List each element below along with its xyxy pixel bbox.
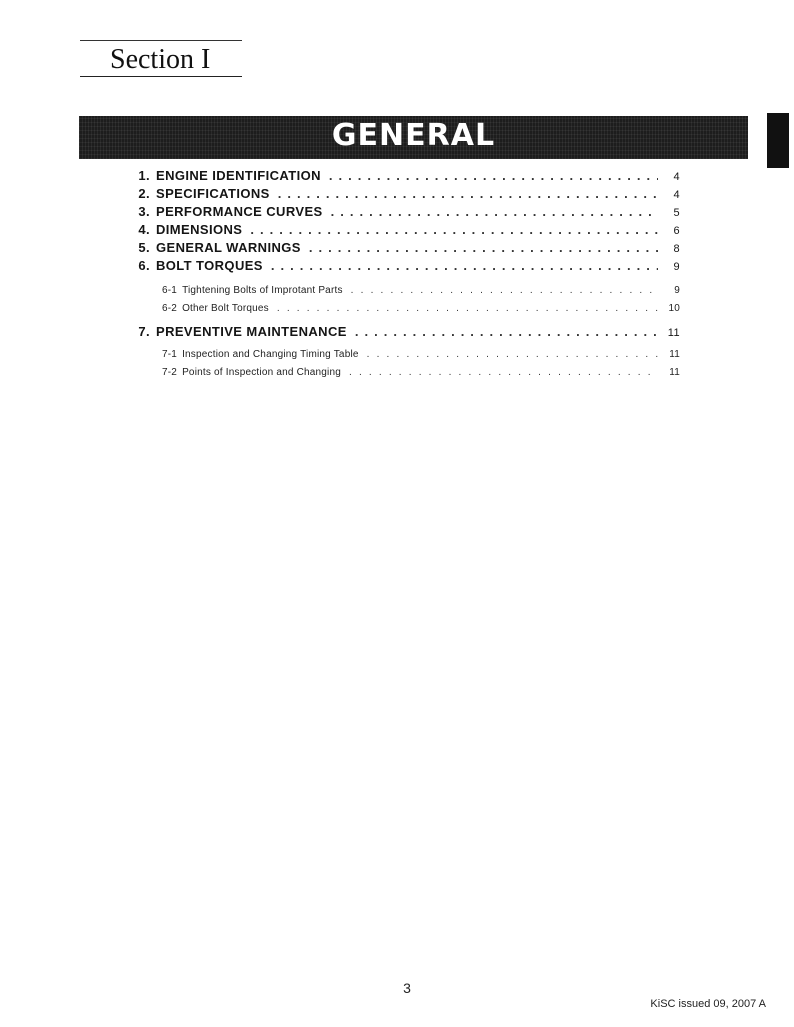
dot-leader	[355, 324, 658, 339]
toc-subentry-number: 7-2	[162, 367, 178, 378]
toc-entry-1[interactable]	[120, 168, 680, 183]
chapter-title: GENERAL	[331, 118, 496, 153]
toc-subentry-number: 7-1	[162, 349, 178, 360]
toc-subentry-number: 6-1	[162, 285, 178, 296]
toc-subentry-title: Other Bolt Torques	[182, 303, 269, 314]
toc-entry-number: 7.	[138, 324, 150, 339]
toc-entry-page: 4	[673, 189, 680, 201]
toc-entry-6[interactable]	[120, 258, 680, 273]
toc-entry-title: SPECIFICATIONS	[156, 186, 270, 201]
toc-subentry-title: Inspection and Changing Timing Table	[182, 349, 359, 360]
issue-note: KiSC issued 09, 2007 A	[650, 998, 766, 1010]
toc-entry-title: PREVENTIVE MAINTENANCE	[156, 324, 347, 339]
toc-entry-page: 11	[667, 327, 680, 339]
toc-entry-title: GENERAL WARNINGS	[156, 240, 301, 255]
toc-entry-number: 1.	[138, 168, 150, 183]
dot-leader	[349, 367, 658, 378]
dot-leader	[367, 349, 658, 360]
toc-entry-5[interactable]	[120, 240, 680, 255]
dot-leader	[271, 258, 658, 273]
dot-leader	[277, 303, 658, 314]
toc-subentry-page: 9	[674, 285, 680, 296]
toc-entry-title: PERFORMANCE CURVES	[156, 204, 323, 219]
toc-entry-page: 4	[673, 171, 680, 183]
toc-subentry-page: 11	[669, 367, 680, 378]
toc-entry-number: 4.	[138, 222, 150, 237]
toc-entry-4[interactable]	[120, 222, 680, 237]
toc-entry-title: ENGINE IDENTIFICATION	[156, 168, 321, 183]
toc-entry-number: 2.	[138, 186, 150, 201]
toc-subentry-title: Tightening Bolts of Improtant Parts	[182, 285, 343, 296]
toc-entry-page: 6	[673, 225, 680, 237]
toc-subentry-6-2[interactable]	[120, 303, 680, 314]
toc-entry-7[interactable]	[120, 324, 680, 339]
dot-leader	[329, 168, 658, 183]
toc-entry-page: 5	[673, 207, 680, 219]
dot-leader	[309, 240, 658, 255]
dot-leader	[250, 222, 658, 237]
page-number: 3	[403, 980, 411, 996]
toc-entry-number: 3.	[138, 204, 150, 219]
dot-leader	[351, 285, 658, 296]
toc-entry-number: 6.	[138, 258, 150, 273]
section-rule-bottom	[80, 76, 242, 77]
toc-entry-3[interactable]	[120, 204, 680, 219]
toc-entry-page: 8	[673, 243, 680, 255]
section-thumb-tab	[767, 113, 789, 168]
section-title: Section I	[110, 44, 211, 75]
toc-subentry-page: 11	[669, 349, 680, 360]
section-header	[80, 40, 242, 78]
toc-entry-title: BOLT TORQUES	[156, 258, 263, 273]
dot-leader	[331, 204, 658, 219]
toc-subentry-title: Points of Inspection and Changing	[182, 367, 341, 378]
toc-subentry-7-1[interactable]	[120, 349, 680, 360]
toc-entry-title: DIMENSIONS	[156, 222, 243, 237]
section-rule-top	[80, 40, 242, 41]
toc-entry-number: 5.	[138, 240, 150, 255]
toc-subentry-number: 6-2	[162, 303, 178, 314]
chapter-banner	[79, 116, 748, 159]
toc-subentry-6-1[interactable]	[120, 285, 680, 296]
dot-leader	[278, 186, 658, 201]
toc-subentry-7-2[interactable]	[120, 367, 680, 378]
toc-entry-2[interactable]	[120, 186, 680, 201]
toc-entry-page: 9	[673, 261, 680, 273]
toc-subentry-page: 10	[668, 303, 680, 314]
